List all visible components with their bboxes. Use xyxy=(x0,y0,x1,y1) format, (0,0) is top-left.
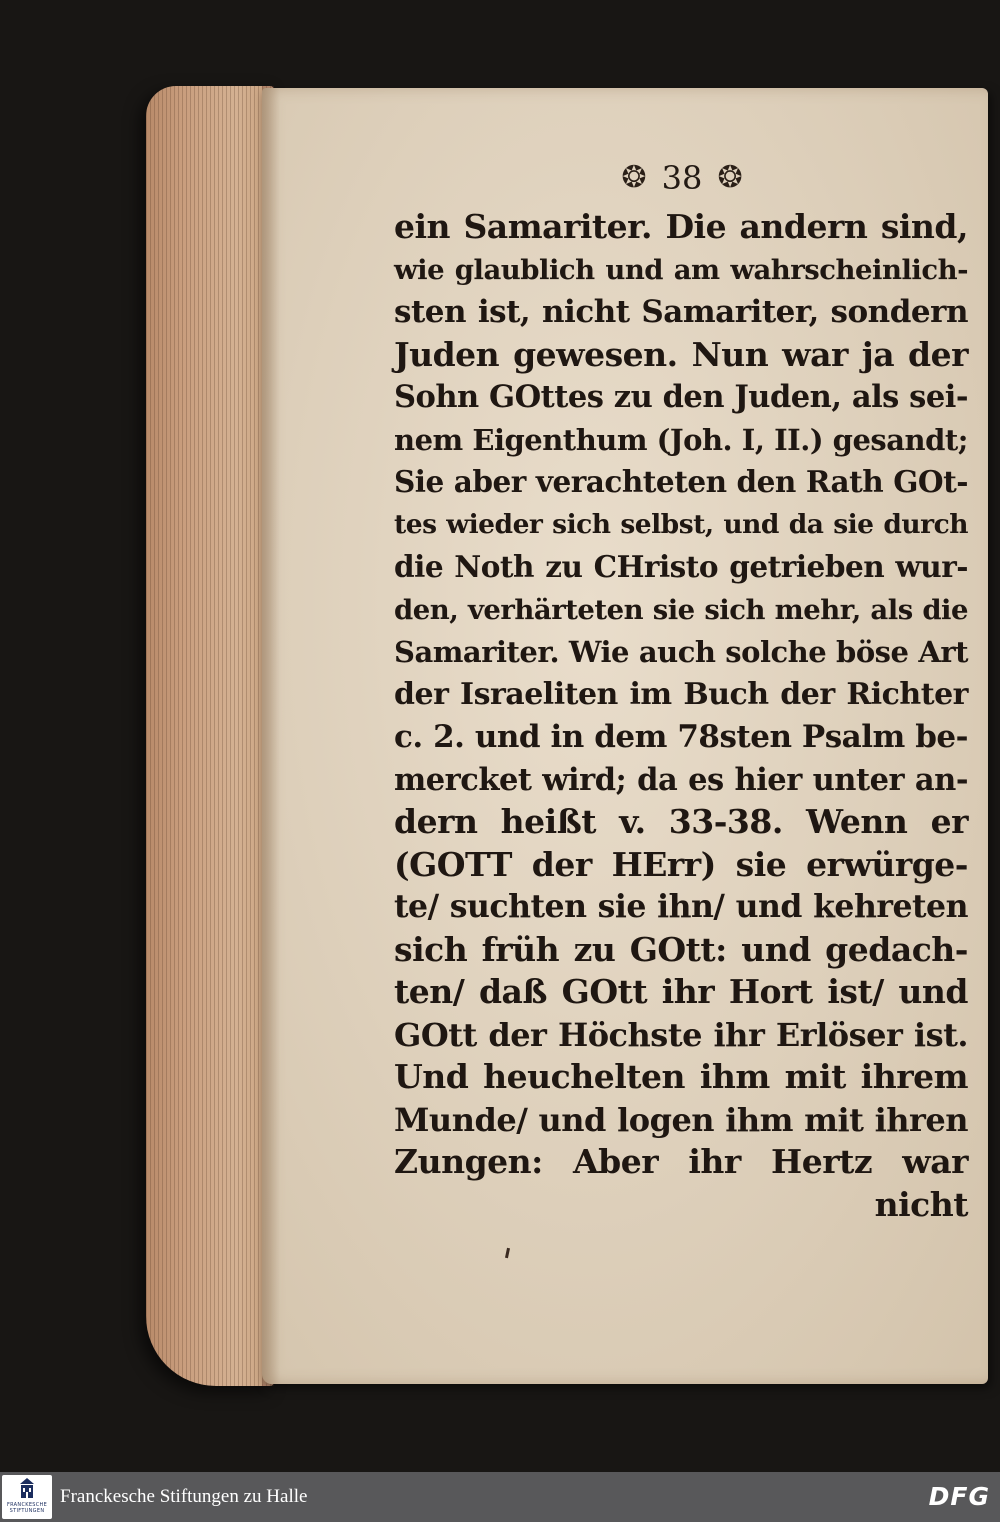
text-line: ein Samariter. Die andern sind, xyxy=(394,207,968,246)
logo-caption-line-2: STIFTUNGEN xyxy=(9,1508,45,1514)
page-number: 38 xyxy=(661,159,703,197)
building-icon xyxy=(19,1478,35,1500)
text-line: Munde/ und logen ihm mit ihren xyxy=(394,1100,968,1139)
footer-bar xyxy=(0,1472,1000,1522)
page-edges xyxy=(146,86,274,1386)
text-line: c. 2. und in dem 78sten Psalm be- xyxy=(394,719,968,755)
text-line: sich früh zu GOtt: und gedach- xyxy=(394,929,968,969)
text-line: Sie aber verachteten den Rath GOt- xyxy=(394,464,968,499)
logo-caption xyxy=(2,1502,52,1514)
text-line: Zungen: Aber ihr Hertz war xyxy=(394,1142,968,1181)
ornament-left-icon: ❂ xyxy=(621,160,647,195)
dfg-logo[interactable]: DFG xyxy=(928,1482,990,1511)
text-line: nem Eigenthum (Joh. I, II.) gesandt; xyxy=(394,422,968,457)
ink-speck xyxy=(505,1248,510,1258)
text-line: die Noth zu CHristo getrieben wur- xyxy=(394,549,968,584)
institution-logo[interactable] xyxy=(2,1475,52,1519)
text-line: wie glaublich und am wahrscheinlich- xyxy=(394,253,968,286)
ornament-right-icon: ❂ xyxy=(717,160,743,195)
text-line: Sohn GOttes zu den Juden, als sei- xyxy=(394,379,968,415)
text-line: (GOTT der HErr) sie erwürge- xyxy=(394,844,968,884)
text-line: Und heuchelten ihm mit ihrem xyxy=(394,1057,968,1096)
text-line: mercket wird; da es hier unter an- xyxy=(394,761,968,798)
text-line: Juden gewesen. Nun war ja der xyxy=(394,334,968,374)
text-line: der Israeliten im Buch der Richter xyxy=(394,676,968,712)
text-line: den, verhärteten sie sich mehr, als die xyxy=(394,593,968,626)
text-line: GOtt der Höchste ihr Erlöser ist. xyxy=(394,1015,968,1054)
book-page xyxy=(262,88,988,1384)
logo-caption-line-1: FRANCKESCHE xyxy=(6,1502,48,1508)
body-text xyxy=(394,206,968,1226)
text-line: te/ suchten sie ihn/ und kehreten xyxy=(394,888,968,925)
text-line: tes wieder sich selbst, und da sie durch xyxy=(394,508,968,540)
page-header xyxy=(602,158,762,198)
text-line: Samariter. Wie auch solche böse Art xyxy=(394,635,968,669)
institution-name[interactable]: Franckesche Stiftungen zu Halle xyxy=(60,1486,308,1507)
text-line: sten ist, nicht Samariter, sondern xyxy=(394,294,968,330)
text-line: dern heißt v. 33-38. Wenn er xyxy=(394,802,968,841)
catchword: nicht xyxy=(874,1184,968,1224)
text-line: ten/ daß GOtt ihr Hort ist/ und xyxy=(394,972,968,1011)
